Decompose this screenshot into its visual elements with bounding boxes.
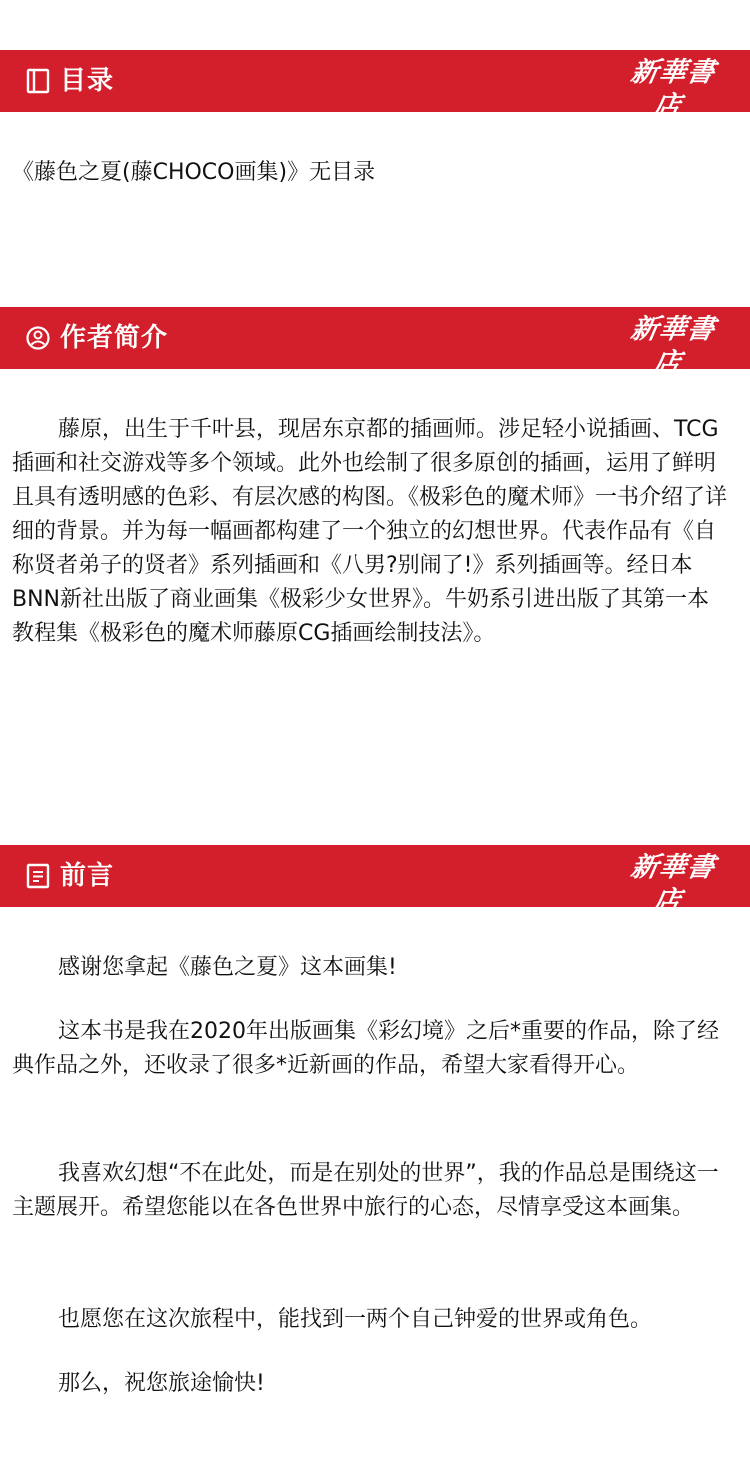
toc-title: 目录 xyxy=(60,66,115,96)
author-bio-text: 藤原，出生于千叶县，现居东京都的插画师。涉足轻小说插画、TCG插画和社交游戏等多个领域。此外也绘制了很多原创的插画，运用了鲜明且具有透明感的色彩、有层次感的构图。《极彩色的魔术师》一书介绍了详细的背景。并为每一幅画都构建了一个独立的幻想世界。代表作品有《自称贤者弟子的贤者》系列插画和《八男?别闹了!》系列插画等。经日本BNN新社出版了商业画集《极彩少女世界》。牛奶系引进出版了其第一本教程集《极彩色的魔术师藤原CG插画绘制技法》。 xyxy=(12,417,728,646)
logo-chinese-text: 新華書店 xyxy=(628,57,718,122)
xinhua-bookstore-logo xyxy=(618,851,722,929)
preface-paragraph: 这本书是我在2020年出版画集《彩幻境》之后*重要的作品，除了经典作品之外，还收录了很多*近新画的作品，希望大家看得开心。 xyxy=(12,1019,719,1078)
author-title: 作者简介 xyxy=(60,323,169,353)
xinhua-bookstore-logo xyxy=(618,56,722,134)
preface-paragraph: 那么，祝您旅途愉快! xyxy=(58,1371,265,1396)
book-icon xyxy=(26,68,50,94)
user-icon xyxy=(26,325,50,351)
xinhua-bookstore-logo xyxy=(618,313,722,391)
document-icon xyxy=(26,863,50,889)
logo-english-text: XINHUA BOOKSTORE xyxy=(618,920,722,929)
toc-text: 《藤色之夏(藤CHOCO画集)》无目录 xyxy=(12,160,376,185)
logo-english-text: XINHUA BOOKSTORE xyxy=(618,125,722,134)
preface-paragraph: 我喜欢幻想“不在此处，而是在别处的世界”，我的作品总是围绕这一主题展开。希望您能以在各色世界中旅行的心态，尽情享受这本画集。 xyxy=(12,1161,719,1220)
preface-paragraph: 感谢您拿起《藤色之夏》这本画集! xyxy=(58,955,397,980)
preface-header-banner xyxy=(0,845,750,929)
logo-chinese-text: 新華書店 xyxy=(628,314,718,379)
logo-english-text: XINHUA BOOKSTORE xyxy=(618,382,722,391)
preface-title: 前言 xyxy=(60,861,115,891)
logo-chinese-text: 新華書店 xyxy=(628,852,718,917)
author-header-banner xyxy=(0,307,750,391)
toc-header-banner xyxy=(0,50,750,134)
preface-paragraph: 也愿您在这次旅程中，能找到一两个自己钟爱的世界或角色。 xyxy=(58,1307,653,1332)
